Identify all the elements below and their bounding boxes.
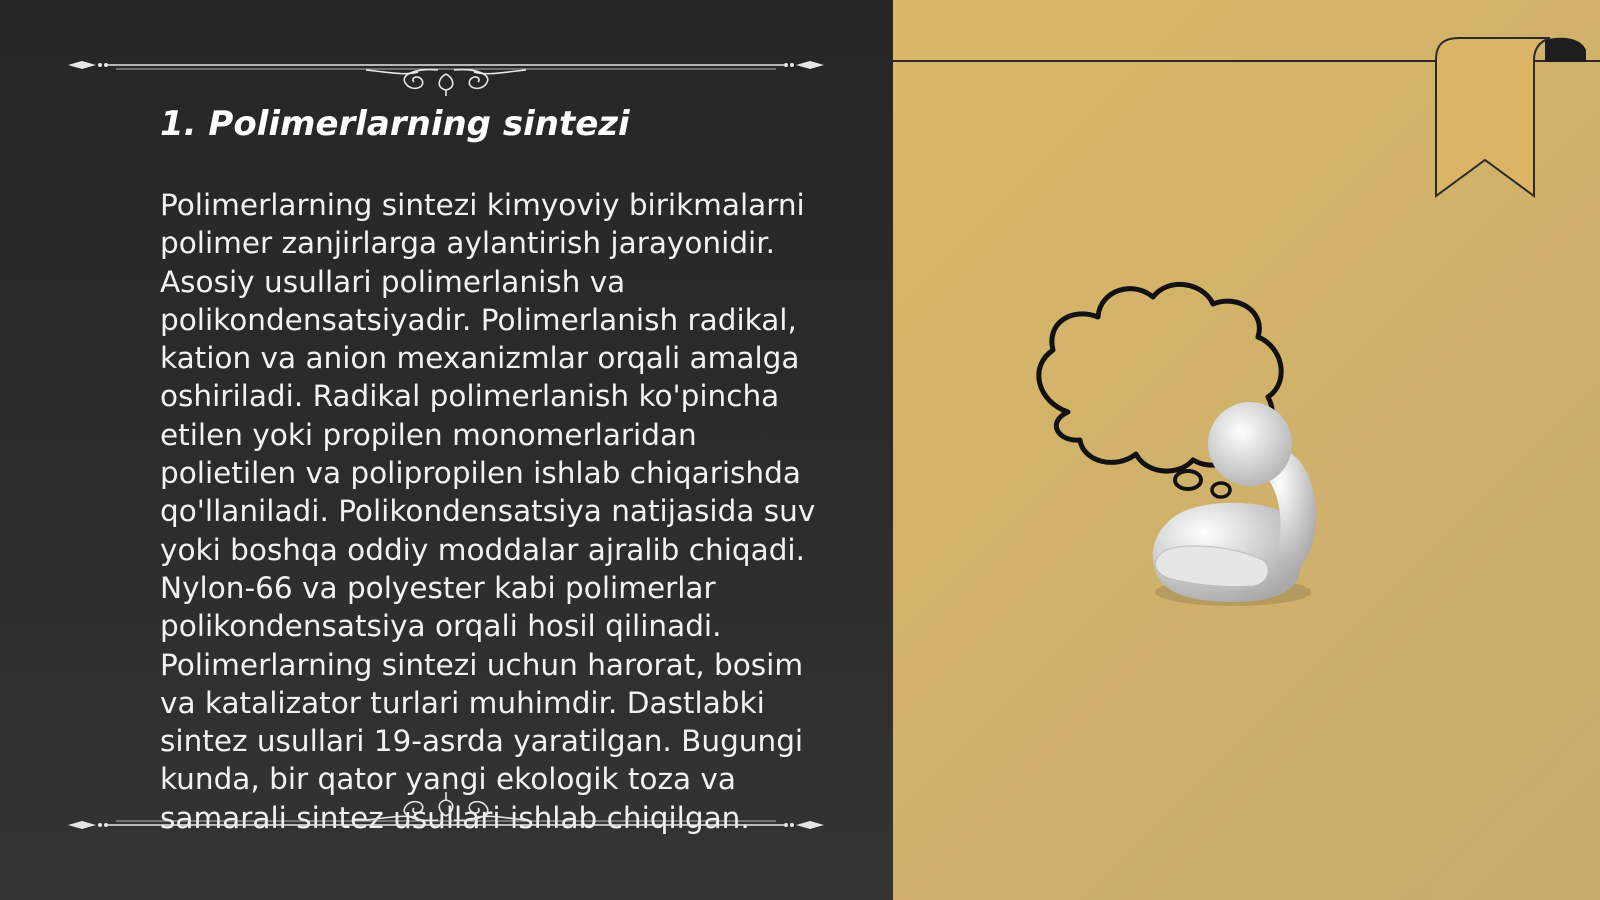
flourish-divider-icon xyxy=(66,782,826,842)
bookmark-ribbon-icon xyxy=(1430,30,1600,205)
thinking-person-icon xyxy=(1028,272,1348,622)
slide-body-text: Polimerlarning sintezi kimyoviy birikmalarni polimer zanjirlarga aylantirish jarayonidir. Asosiy usullari polimerlanish va polikondensatsiyadir. Polimerlanish radikal, kation va anion mexanizmlar orqali amalga oshiriladi. Radikal polimerlanish ko'pincha etilen yoki propilen monomerlaridan polietilen va polipropilen ishlab chiqarishda qo'llaniladi. Polikondensatsiya natijasida suv yoki boshqa oddiy moddalar ajralib chiqadi. Nylon-66 va polyester kabi polimerlar polikondensatsiya orqali hosil qilinadi. Polimerlarning sintezi uchun harorat, bosim va katalizator turlari muhimdir. Dastlabki sintez usullari 19-asrda yaratilgan. Bugungi kunda, bir qator yangi ekologik toza va samarali sintez usullari ishlab chiqilgan. xyxy=(160,188,816,835)
flourish-divider-icon xyxy=(66,36,826,96)
slide-title: 1. Polimerlarning sintezi xyxy=(160,104,630,144)
